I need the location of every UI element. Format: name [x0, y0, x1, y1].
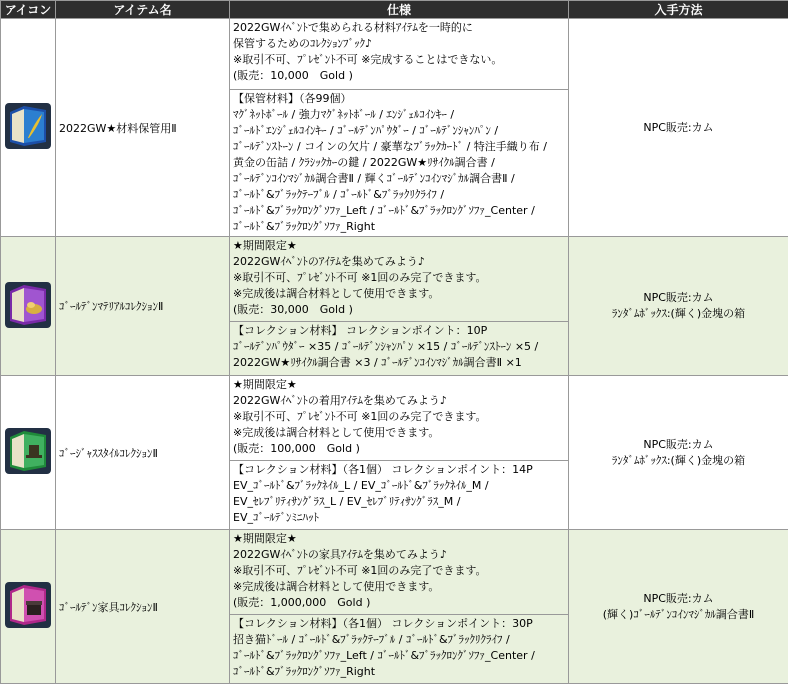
spec-line: (販売：30,000 Gold ): [233, 302, 565, 318]
acquisition-method: [569, 530, 788, 684]
table-row: [1, 376, 788, 461]
material-line: ｺﾞｰﾙﾄﾞ&ﾌﾞﾗｯｸﾛﾝｸﾞｿﾌｧ_Left / ｺﾞｰﾙﾄﾞ&ﾌﾞﾗｯｸﾛﾝｸﾞｿﾌｧ_Center /: [233, 648, 565, 664]
header-name: アイテム名: [56, 1, 230, 19]
spec-line: 2022GWｲﾍﾞﾝﾄで集められる材料ｱｲﾃﾑを一時的に: [233, 20, 565, 36]
material-line: 招き猫ﾄﾞｰﾙ / ｺﾞｰﾙﾄﾞ&ﾌﾞﾗｯｸﾃｰﾌﾞﾙ / ｺﾞｰﾙﾄﾞ&ﾌﾞﾗｯｸﾘｸﾗｲﾌ /: [233, 632, 565, 648]
blue-book-with-gold-feather-icon: [4, 102, 52, 150]
icon-cell: [1, 237, 56, 376]
spec-line: ※取引不可、ﾌﾟﾚｾﾞﾝﾄ不可 ※1回のみ完了できます。: [233, 270, 565, 286]
header-method: 入手方法: [569, 1, 788, 19]
material-line: 【保管材料】（各99個）: [233, 91, 565, 107]
material-line: ｺﾞｰﾙﾄﾞ&ﾌﾞﾗｯｸﾛﾝｸﾞｿﾌｧ_Right: [233, 664, 565, 680]
material-line: EV_ｾﾚﾌﾞﾘﾃｨｻﾝｸﾞﾗｽ_L / EV_ｾﾚﾌﾞﾘﾃｨｻﾝｸﾞﾗｽ_M /: [233, 494, 565, 510]
method-line: NPC販売:カム: [569, 290, 788, 306]
material-line: ｺﾞｰﾙﾃﾞﾝｽﾄｰﾝ / コインの欠片 / 豪華なﾌﾞﾗｯｸｶｰﾄﾞ / 特注手織り布 /: [233, 139, 565, 155]
spec-line: 保管するためのｺﾚｸｼｮﾝﾌﾞｯｸ♪: [233, 36, 565, 52]
header-row: [1, 1, 788, 19]
spec-materials: [230, 615, 569, 684]
table-row: [1, 237, 788, 322]
spec-line: ※完成後は調合材料として使用できます。: [233, 425, 565, 441]
spec-line: 2022GWｲﾍﾞﾝﾄのｱｲﾃﾑを集めてみよう♪: [233, 254, 565, 270]
spec-materials: [230, 322, 569, 376]
material-line: 【コレクション材料】（各1個） コレクションポイント：14P: [233, 462, 565, 478]
material-line: EV_ｺﾞｰﾙﾃﾞﾝﾐﾆﾊｯﾄ: [233, 510, 565, 526]
icon-cell: [1, 19, 56, 237]
item-name: ｺﾞｰｼﾞｬｽｽﾀｲﾙｺﾚｸｼｮﾝⅡ: [56, 376, 230, 530]
spec-materials: [230, 461, 569, 530]
spec-line: ※完成後は調合材料として使用できます。: [233, 286, 565, 302]
item-name: ｺﾞｰﾙﾃﾞﾝ家具ｺﾚｸｼｮﾝⅡ: [56, 530, 230, 684]
spec-line: ※取引不可、ﾌﾟﾚｾﾞﾝﾄ不可 ※完成することはできない。: [233, 52, 565, 68]
acquisition-method: [569, 237, 788, 376]
method-line: NPC販売:カム: [569, 437, 788, 453]
spec-description: [230, 530, 569, 615]
material-line: ﾏｸﾞﾈｯﾄﾎﾞｰﾙ / 強力ﾏｸﾞﾈｯﾄﾎﾞｰﾙ / ｴﾝｼﾞｪﾙｺｲﾝｷｰ /: [233, 107, 565, 123]
material-line: ｺﾞｰﾙﾃﾞﾝﾊﾟｳﾀﾞｰ ×35 / ｺﾞｰﾙﾃﾞﾝｼｬﾝﾊﾟﾝ ×15 / ｺﾞｰﾙﾃﾞﾝｽﾄｰﾝ ×5 /: [233, 339, 565, 355]
icon-cell: [1, 530, 56, 684]
spec-line: (販売：10,000 Gold ): [233, 68, 565, 84]
spec-description: [230, 19, 569, 90]
spec-line: (販売：1,000,000 Gold ): [233, 595, 565, 611]
green-book-with-top-hat-icon: [4, 427, 52, 475]
material-line: ｺﾞｰﾙﾃﾞﾝｺｲﾝﾏｼﾞｶﾙ調合書Ⅱ / 輝くｺﾞｰﾙﾃﾞﾝｺｲﾝﾏｼﾞｶﾙ調合書Ⅱ /: [233, 171, 565, 187]
material-line: 【コレクション材料】 コレクションポイント：10P: [233, 323, 565, 339]
material-line: ｺﾞｰﾙﾄﾞｴﾝｼﾞｪﾙｺｲﾝｷｰ / ｺﾞｰﾙﾃﾞﾝﾊﾟｳﾀﾞｰ / ｺﾞｰﾙﾃﾞﾝｼｬﾝﾊﾟﾝ /: [233, 123, 565, 139]
spec-line: ※完成後は調合材料として使用できます。: [233, 579, 565, 595]
method-line: (輝く)ｺﾞｰﾙﾃﾞﾝｺｲﾝﾏｼﾞｶﾙ調合書Ⅱ: [569, 607, 788, 623]
spec-line: ※取引不可、ﾌﾟﾚｾﾞﾝﾄ不可 ※1回のみ完了できます。: [233, 409, 565, 425]
method-line: NPC販売:カム: [569, 591, 788, 607]
table-body: [1, 19, 788, 684]
table-row: [1, 19, 788, 90]
magenta-book-with-sofa-icon: [4, 581, 52, 629]
acquisition-method: [569, 19, 788, 237]
spec-line: ★期間限定★: [233, 238, 565, 254]
spec-line: ★期間限定★: [233, 531, 565, 547]
material-line: EV_ｺﾞｰﾙﾄﾞ&ﾌﾞﾗｯｸﾈｲﾙ_L / EV_ｺﾞｰﾙﾄﾞ&ﾌﾞﾗｯｸﾈｲﾙ_M /: [233, 478, 565, 494]
spec-line: ※取引不可、ﾌﾟﾚｾﾞﾝﾄ不可 ※1回のみ完了できます。: [233, 563, 565, 579]
acquisition-method: [569, 376, 788, 530]
spec-materials: [230, 90, 569, 237]
method-line: ﾗﾝﾀﾞﾑﾎﾞｯｸｽ:(輝く)金塊の箱: [569, 306, 788, 322]
spec-line: 2022GWｲﾍﾞﾝﾄの家具ｱｲﾃﾑを集めてみよう♪: [233, 547, 565, 563]
material-line: ｺﾞｰﾙﾄﾞ&ﾌﾞﾗｯｸﾃｰﾌﾞﾙ / ｺﾞｰﾙﾄﾞ&ﾌﾞﾗｯｸﾘｸﾗｲﾌ /: [233, 187, 565, 203]
header-spec: 仕様: [230, 1, 569, 19]
spec-description: [230, 237, 569, 322]
item-name: 2022GW★材料保管用Ⅱ: [56, 19, 230, 237]
icon-cell: [1, 376, 56, 530]
purple-book-with-gold-nuggets-icon: [4, 281, 52, 329]
item-name: ｺﾞｰﾙﾃﾞﾝﾏﾃﾘｱﾙｺﾚｸｼｮﾝⅡ: [56, 237, 230, 376]
method-line: ﾗﾝﾀﾞﾑﾎﾞｯｸｽ:(輝く)金塊の箱: [569, 453, 788, 469]
material-line: ｺﾞｰﾙﾄﾞ&ﾌﾞﾗｯｸﾛﾝｸﾞｿﾌｧ_Left / ｺﾞｰﾙﾄﾞ&ﾌﾞﾗｯｸﾛﾝｸﾞｿﾌｧ_Center /: [233, 203, 565, 219]
spec-line: (販売：100,000 Gold ): [233, 441, 565, 457]
table-row: [1, 530, 788, 615]
material-line: 黄金の缶詰 / ｸﾗｼｯｸｶｰの鍵 / 2022GW★ﾘｻｲｸﾙ調合書 /: [233, 155, 565, 171]
spec-line: 2022GWｲﾍﾞﾝﾄの着用ｱｲﾃﾑを集めてみよう♪: [233, 393, 565, 409]
material-line: ｺﾞｰﾙﾄﾞ&ﾌﾞﾗｯｸﾛﾝｸﾞｿﾌｧ_Right: [233, 219, 565, 235]
spec-line: ★期間限定★: [233, 377, 565, 393]
material-line: 【コレクション材料】（各1個） コレクションポイント：30P: [233, 616, 565, 632]
material-line: 2022GW★ﾘｻｲｸﾙ調合書 ×3 / ｺﾞｰﾙﾃﾞﾝｺｲﾝﾏｼﾞｶﾙ調合書Ⅱ ×1: [233, 355, 565, 371]
spec-description: [230, 376, 569, 461]
method-line: NPC販売:カム: [569, 120, 788, 136]
header-icon: アイコン: [1, 1, 56, 19]
